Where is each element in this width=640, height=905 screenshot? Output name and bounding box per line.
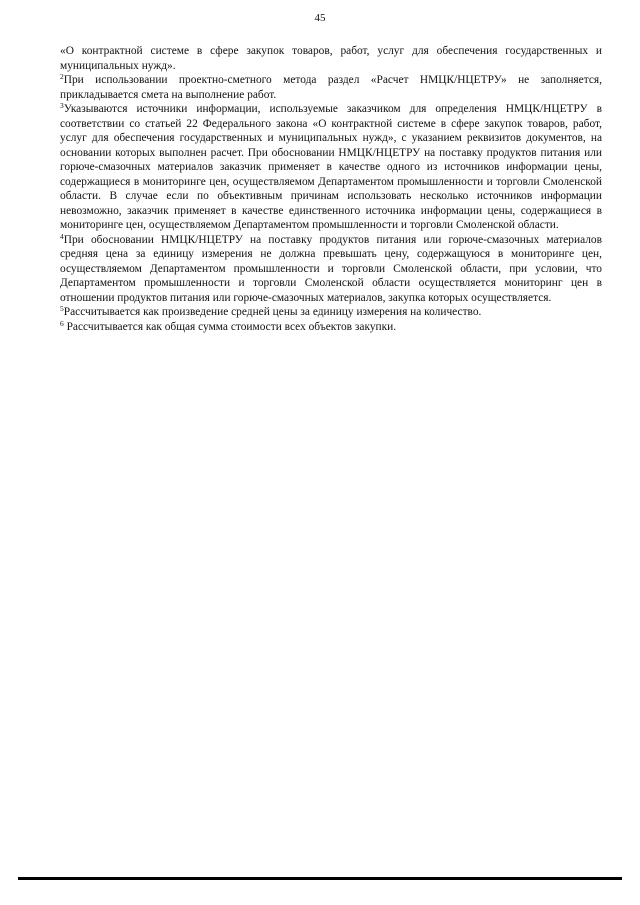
footnote-text: Рассчитывается как произведение средней цены за единицу измерения на количество. bbox=[63, 306, 482, 318]
footnotes-section bbox=[60, 44, 602, 334]
footnote-mark: 5 bbox=[60, 304, 64, 313]
footnote-5 bbox=[60, 305, 602, 320]
footnote-text: Рассчитывается как общая сумма стоимости всех объектов закупки. bbox=[63, 320, 397, 333]
footnote-mark: 6 bbox=[60, 318, 64, 328]
footnote-text: При обосновании НМЦК/НЦЕТРУ на поставку продуктов питания или горюче-смазочных материалов средняя цена за единицу измерения не должна превышать цену, содержащуюся в мониторинге цен, осуществляемом Департаментом промышленности и торговли Смоленской области, при условии, что Департаментом промышленности и торговли Смоленской области осуществляется мониторинг цен в отношении продуктов питания или горюче-смазочных материалов, закупка которых осуществляется. bbox=[60, 233, 602, 304]
footnote-2 bbox=[60, 73, 602, 102]
footnote-6 bbox=[60, 320, 602, 335]
footnote-4 bbox=[60, 233, 602, 306]
footnote-1-continuation bbox=[60, 44, 602, 73]
footnote-mark: 2 bbox=[60, 72, 64, 81]
footnote-mark: 4 bbox=[60, 231, 64, 241]
footnote-3 bbox=[60, 102, 602, 233]
footnote-text: При использовании проектно-сметного метода раздел «Расчет НМЦК/НЦЕТРУ» не заполняется, прикладывается смета на выполнение работ. bbox=[60, 74, 602, 101]
footnote-mark: 3 bbox=[60, 101, 64, 110]
page-number: 45 bbox=[314, 12, 326, 24]
footnote-text: «О контрактной системе в сфере закупок товаров, работ, услуг для обеспечения государственных и муниципальных нужд». bbox=[60, 45, 602, 72]
footnote-text: Указываются источники информации, используемые заказчиком для определения НМЦК/НЦЕТРУ в соответствии со статьей 22 Федерального закона «О контрактной системе в сфере закупок товаров, работ, услуг для обеспечения государственных и муниципальных нужд», с указанием реквизитов документов, на основании которых выполнен расчет. При обосновании НМЦК/НЦЕТРУ на поставку продуктов питания или горюче-смазочных материалов заказчик применяет в качестве одного из источников информации цены, содержащиеся в мониторинге цен, осуществляемом Департаментом промышленности и торговли Смоленской области. В случае если по объективным причинам использовать несколько источников информации невозможно, заказчик применяет в качестве единственного источника информации цены, содержащиеся в мониторинге цен, осуществляемом Департаментом промышленности и торговли Смоленской области. bbox=[60, 103, 602, 231]
bottom-rule bbox=[18, 877, 622, 880]
